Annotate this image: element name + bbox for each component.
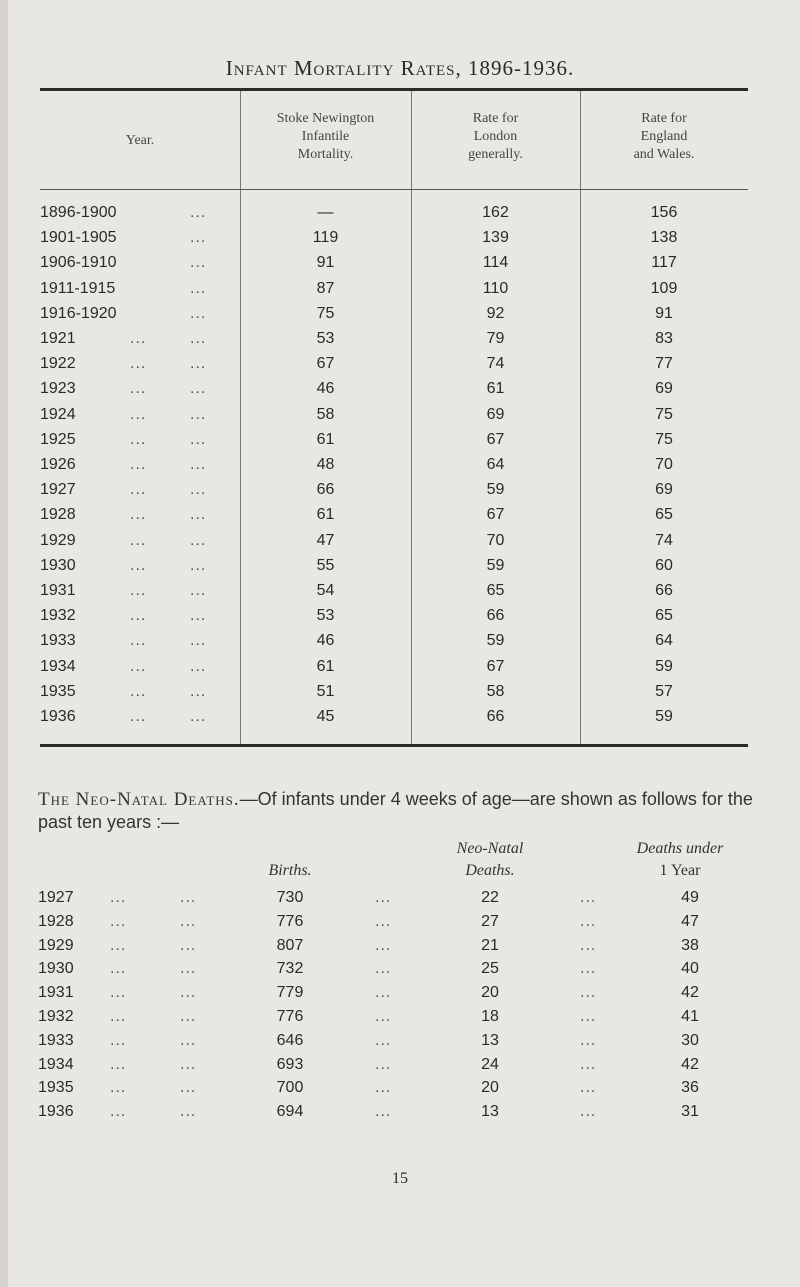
year-label: 1936: [40, 708, 76, 725]
births-value: 693: [276, 1055, 304, 1073]
stoke-value: 61: [316, 430, 335, 448]
london-value: 58: [486, 682, 505, 700]
neonatal-value: 21: [481, 936, 499, 954]
header-stoke-line: Infantile: [301, 129, 350, 144]
header-england-line: England: [640, 129, 688, 144]
under-year-value: 31: [681, 1103, 699, 1121]
year-label: 1931: [40, 582, 76, 599]
leader-dots: ...: [190, 355, 207, 373]
year-label: 1927: [38, 889, 74, 906]
under-year-value: 42: [681, 1055, 699, 1073]
england-value: 83: [655, 330, 673, 347]
leader-dots: ...: [130, 330, 147, 347]
london-value: 67: [486, 506, 505, 524]
births-value: 694: [276, 1103, 304, 1121]
year-label: 1923: [40, 380, 76, 398]
leader-dots: ...: [180, 1031, 197, 1049]
stoke-value: 66: [316, 481, 335, 499]
leader-dots: ...: [190, 279, 207, 297]
leader-dots: ...: [580, 1079, 597, 1097]
london-value: 65: [486, 582, 505, 599]
year-label: 1924: [40, 405, 76, 423]
leader-dots: ...: [190, 556, 207, 574]
leader-dots: ...: [130, 607, 147, 625]
leader-dots: ...: [180, 889, 197, 906]
neonatal-value: 18: [481, 1008, 499, 1025]
leader-dots: ...: [190, 229, 207, 247]
stoke-value: 45: [316, 708, 335, 725]
england-value: 117: [651, 254, 677, 272]
leader-dots: ...: [190, 531, 207, 549]
neonatal-value: 24: [481, 1055, 499, 1073]
year-label: 1932: [40, 607, 76, 625]
births-value: 732: [276, 960, 304, 978]
leader-dots: ...: [580, 984, 597, 1002]
year-label: 1927: [40, 481, 76, 499]
table-row: [40, 280, 748, 305]
stoke-value: 119: [312, 229, 339, 247]
table-row: [40, 456, 748, 481]
neonatal-row: [0, 913, 800, 937]
leader-dots: ...: [130, 531, 147, 549]
london-value: 67: [486, 657, 505, 675]
england-value: 59: [655, 708, 673, 725]
leader-dots: ...: [375, 1008, 392, 1025]
stoke-value: 55: [316, 556, 335, 574]
england-value: 65: [655, 506, 673, 524]
table-row: [40, 658, 748, 683]
header-england-line: Rate for: [641, 111, 687, 126]
england-value: 65: [655, 607, 673, 625]
stoke-value: —: [317, 204, 334, 221]
stoke-value: 75: [316, 304, 335, 322]
neonatal-row: [0, 1103, 800, 1127]
leader-dots: ...: [580, 1031, 597, 1049]
births-value: 700: [276, 1079, 304, 1097]
leader-dots: ...: [190, 330, 207, 347]
neonatal-row: [0, 1032, 800, 1056]
year-label: 1901-1905: [40, 229, 117, 247]
header-under-1: Deaths under: [636, 840, 724, 857]
mortality-table: [40, 88, 748, 748]
leader-dots: ...: [110, 1079, 127, 1097]
births-value: 730: [276, 889, 304, 906]
leader-dots: ...: [180, 1079, 197, 1097]
stoke-value: 53: [316, 607, 335, 625]
neonatal-row: [0, 984, 800, 1008]
stoke-value: 47: [316, 531, 335, 549]
leader-dots: ...: [190, 254, 207, 272]
year-label: 1934: [40, 657, 76, 675]
header-london-line: generally.: [468, 147, 523, 162]
table-row: [40, 204, 748, 229]
leader-dots: ...: [110, 889, 127, 906]
year-label: 1935: [40, 682, 76, 700]
leader-dots: ...: [580, 960, 597, 978]
table-row: [40, 607, 748, 632]
leader-dots: ...: [190, 380, 207, 398]
neonatal-heading: The Neo-Natal Deaths.: [38, 789, 240, 810]
london-value: 110: [482, 279, 509, 297]
leader-dots: ...: [190, 304, 207, 322]
leader-dots: ...: [110, 1055, 127, 1073]
table-row: [40, 355, 748, 380]
leader-dots: ...: [130, 708, 147, 725]
england-value: 57: [655, 682, 673, 700]
year-label: 1929: [40, 531, 76, 549]
year-label: 1928: [38, 912, 74, 930]
year-label: 1906-1910: [40, 254, 117, 272]
table-row: [40, 582, 748, 607]
table-row: [40, 532, 748, 557]
neonatal-row: [0, 889, 800, 913]
neonatal-row: [0, 937, 800, 961]
stoke-value: 54: [316, 582, 335, 599]
year-label: 1921: [40, 330, 76, 347]
neonatal-value: 22: [481, 889, 499, 906]
london-value: 70: [486, 531, 505, 549]
england-value: 156: [650, 204, 678, 221]
year-label: 1928: [40, 506, 76, 524]
stoke-value: 46: [316, 380, 335, 398]
under-year-value: 42: [681, 984, 699, 1002]
leader-dots: ...: [190, 430, 207, 448]
table-row: [40, 406, 748, 431]
header-rule: [40, 189, 748, 190]
leader-dots: ...: [375, 1079, 392, 1097]
london-value: 59: [486, 632, 505, 650]
leader-dots: ...: [130, 405, 147, 423]
london-value: 92: [486, 304, 505, 322]
neonatal-value: 13: [481, 1103, 499, 1121]
under-year-value: 38: [681, 936, 699, 954]
table-bottom-rule: [40, 744, 748, 747]
leader-dots: ...: [110, 1103, 127, 1121]
leader-dots: ...: [180, 936, 197, 954]
leader-dots: ...: [180, 1055, 197, 1073]
year-label: 1925: [40, 430, 76, 448]
stoke-value: 87: [316, 279, 335, 297]
leader-dots: ...: [190, 481, 207, 499]
header-london-line: London: [473, 129, 518, 144]
leader-dots: ...: [110, 960, 127, 978]
leader-dots: ...: [580, 936, 597, 954]
births-value: 779: [276, 984, 304, 1002]
leader-dots: ...: [190, 657, 207, 675]
header-london-line: Rate for: [472, 111, 519, 126]
year-label: 1935: [38, 1079, 74, 1097]
leader-dots: ...: [130, 380, 147, 398]
year-label: 1936: [38, 1103, 74, 1121]
stoke-value: 46: [316, 632, 335, 650]
leader-dots: ...: [130, 481, 147, 499]
table-row: [40, 380, 748, 405]
births-value: 776: [276, 1008, 304, 1025]
page-title: Infant Mortality Rates, 1896-1936.: [225, 56, 575, 80]
table-row: [40, 683, 748, 708]
leader-dots: ...: [580, 1008, 597, 1025]
leader-dots: ...: [580, 1055, 597, 1073]
stoke-value: 58: [316, 405, 335, 423]
table-row: [40, 229, 748, 254]
neonatal-paragraph: [38, 788, 758, 833]
year-label: 1930: [40, 556, 76, 574]
leader-dots: ...: [180, 984, 197, 1002]
under-year-value: 49: [681, 889, 699, 906]
header-neonatal-2: Deaths.: [465, 862, 515, 879]
england-value: 70: [655, 456, 673, 473]
year-label: 1929: [38, 936, 74, 954]
header-year: Year.: [125, 133, 155, 148]
neonatal-row: [0, 1079, 800, 1103]
england-value: 77: [655, 355, 673, 373]
header-london: [411, 110, 580, 164]
header-under-2: 1 Year: [659, 862, 701, 879]
leader-dots: ...: [580, 1103, 597, 1121]
year-label: 1933: [40, 632, 76, 650]
leader-dots: ...: [375, 984, 392, 1002]
leader-dots: ...: [130, 456, 147, 473]
year-label: 1896-1900: [40, 204, 117, 221]
header-stoke: [240, 110, 411, 164]
stoke-value: 67: [316, 355, 335, 373]
table-row: [40, 632, 748, 657]
stoke-value: 51: [316, 682, 335, 700]
london-value: 59: [486, 556, 505, 574]
header-england: [580, 110, 748, 164]
england-value: 75: [655, 430, 673, 448]
leader-dots: ...: [375, 912, 392, 930]
neonatal-value: 20: [481, 1079, 499, 1097]
leader-dots: ...: [180, 1103, 197, 1121]
england-value: 59: [655, 657, 673, 675]
leader-dots: ...: [190, 708, 207, 725]
leader-dots: ...: [110, 1031, 127, 1049]
year-label: 1926: [40, 456, 76, 473]
leader-dots: ...: [110, 912, 127, 930]
year-label: 1916-1920: [40, 304, 117, 322]
table-row: [40, 254, 748, 279]
leader-dots: ...: [110, 1008, 127, 1025]
leader-dots: ...: [190, 456, 207, 473]
leader-dots: ...: [130, 506, 147, 524]
births-value: 646: [276, 1031, 304, 1049]
stoke-value: 48: [316, 456, 335, 473]
neonatal-row: [0, 1056, 800, 1080]
leader-dots: ...: [110, 936, 127, 954]
leader-dots: ...: [190, 632, 207, 650]
leader-dots: ...: [110, 984, 127, 1002]
england-value: 69: [655, 380, 673, 398]
stoke-value: 61: [316, 657, 335, 675]
neonatal-row: [0, 1008, 800, 1032]
england-value: 138: [650, 229, 678, 247]
table-row: [40, 506, 748, 531]
leader-dots: ...: [190, 682, 207, 700]
leader-dots: ...: [180, 912, 197, 930]
england-value: 75: [655, 405, 673, 423]
london-value: 59: [486, 481, 505, 499]
neonatal-value: 13: [481, 1031, 499, 1049]
year-label: 1931: [38, 984, 74, 1002]
neonatal-value: 25: [481, 960, 499, 978]
england-value: 66: [655, 582, 673, 599]
england-value: 91: [655, 304, 673, 322]
leader-dots: ...: [130, 556, 147, 574]
table-row: [40, 330, 748, 355]
leader-dots: ...: [190, 607, 207, 625]
england-value: 74: [655, 531, 673, 549]
england-value: 69: [655, 481, 673, 499]
under-year-value: 41: [681, 1008, 699, 1025]
leader-dots: ...: [375, 936, 392, 954]
header-stoke-line: Mortality.: [297, 147, 354, 162]
london-value: 66: [486, 607, 505, 625]
leader-dots: ...: [130, 430, 147, 448]
table-row: [40, 708, 748, 733]
births-value: 807: [276, 936, 304, 954]
header-neonatal-1: Neo-Natal: [456, 840, 524, 857]
year-label: 1933: [38, 1031, 74, 1049]
leader-dots: ...: [180, 960, 197, 978]
leader-dots: ...: [130, 657, 147, 675]
table-row: [40, 481, 748, 506]
london-value: 139: [482, 229, 509, 247]
header-england-line: and Wales.: [633, 147, 695, 162]
year-label: 1911-1915: [40, 279, 116, 297]
leader-dots: ...: [130, 682, 147, 700]
london-value: 64: [486, 456, 505, 473]
table-row: [40, 305, 748, 330]
london-value: 66: [486, 708, 505, 725]
table-top-rule: [40, 88, 748, 91]
year-label: 1930: [38, 960, 74, 978]
header-stoke-line: Stoke Newington: [276, 111, 375, 126]
england-value: 109: [650, 279, 678, 297]
london-value: 74: [486, 355, 505, 373]
london-value: 162: [482, 204, 509, 221]
stoke-value: 61: [316, 506, 335, 524]
england-value: 60: [655, 556, 673, 574]
leader-dots: ...: [130, 632, 147, 650]
under-year-value: 40: [681, 960, 699, 978]
leader-dots: ...: [190, 204, 207, 221]
under-year-value: 30: [681, 1031, 699, 1049]
under-year-value: 36: [681, 1079, 699, 1097]
stoke-value: 53: [316, 330, 335, 347]
neonatal-value: 27: [481, 912, 499, 930]
london-value: 67: [486, 430, 505, 448]
table-row: [40, 431, 748, 456]
london-value: 61: [486, 380, 505, 398]
year-label: 1922: [40, 355, 76, 373]
leader-dots: ...: [190, 506, 207, 524]
table-row: [40, 557, 748, 582]
leader-dots: ...: [375, 960, 392, 978]
births-value: 776: [276, 912, 304, 930]
leader-dots: ...: [375, 889, 392, 906]
neonatal-text: —Of infants under 4 weeks of age—are shown as follows for the past ten years :—: [38, 789, 753, 832]
leader-dots: ...: [130, 582, 147, 599]
stoke-value: 91: [316, 254, 335, 272]
london-value: 114: [482, 254, 509, 272]
neonatal-row: [0, 960, 800, 984]
header-births: Births.: [268, 862, 312, 879]
year-label: 1932: [38, 1008, 74, 1025]
leader-dots: ...: [190, 405, 207, 423]
london-value: 79: [486, 330, 505, 347]
leader-dots: ...: [375, 1031, 392, 1049]
england-value: 64: [655, 632, 673, 650]
under-year-value: 47: [681, 912, 699, 930]
leader-dots: ...: [190, 582, 207, 599]
leader-dots: ...: [375, 1103, 392, 1121]
leader-dots: ...: [130, 355, 147, 373]
page-number: 15: [392, 1170, 408, 1187]
year-label: 1934: [38, 1055, 74, 1073]
leader-dots: ...: [180, 1008, 197, 1025]
leader-dots: ...: [375, 1055, 392, 1073]
neonatal-value: 20: [481, 984, 499, 1002]
london-value: 69: [486, 405, 505, 423]
leader-dots: ...: [580, 912, 597, 930]
leader-dots: ...: [580, 889, 597, 906]
